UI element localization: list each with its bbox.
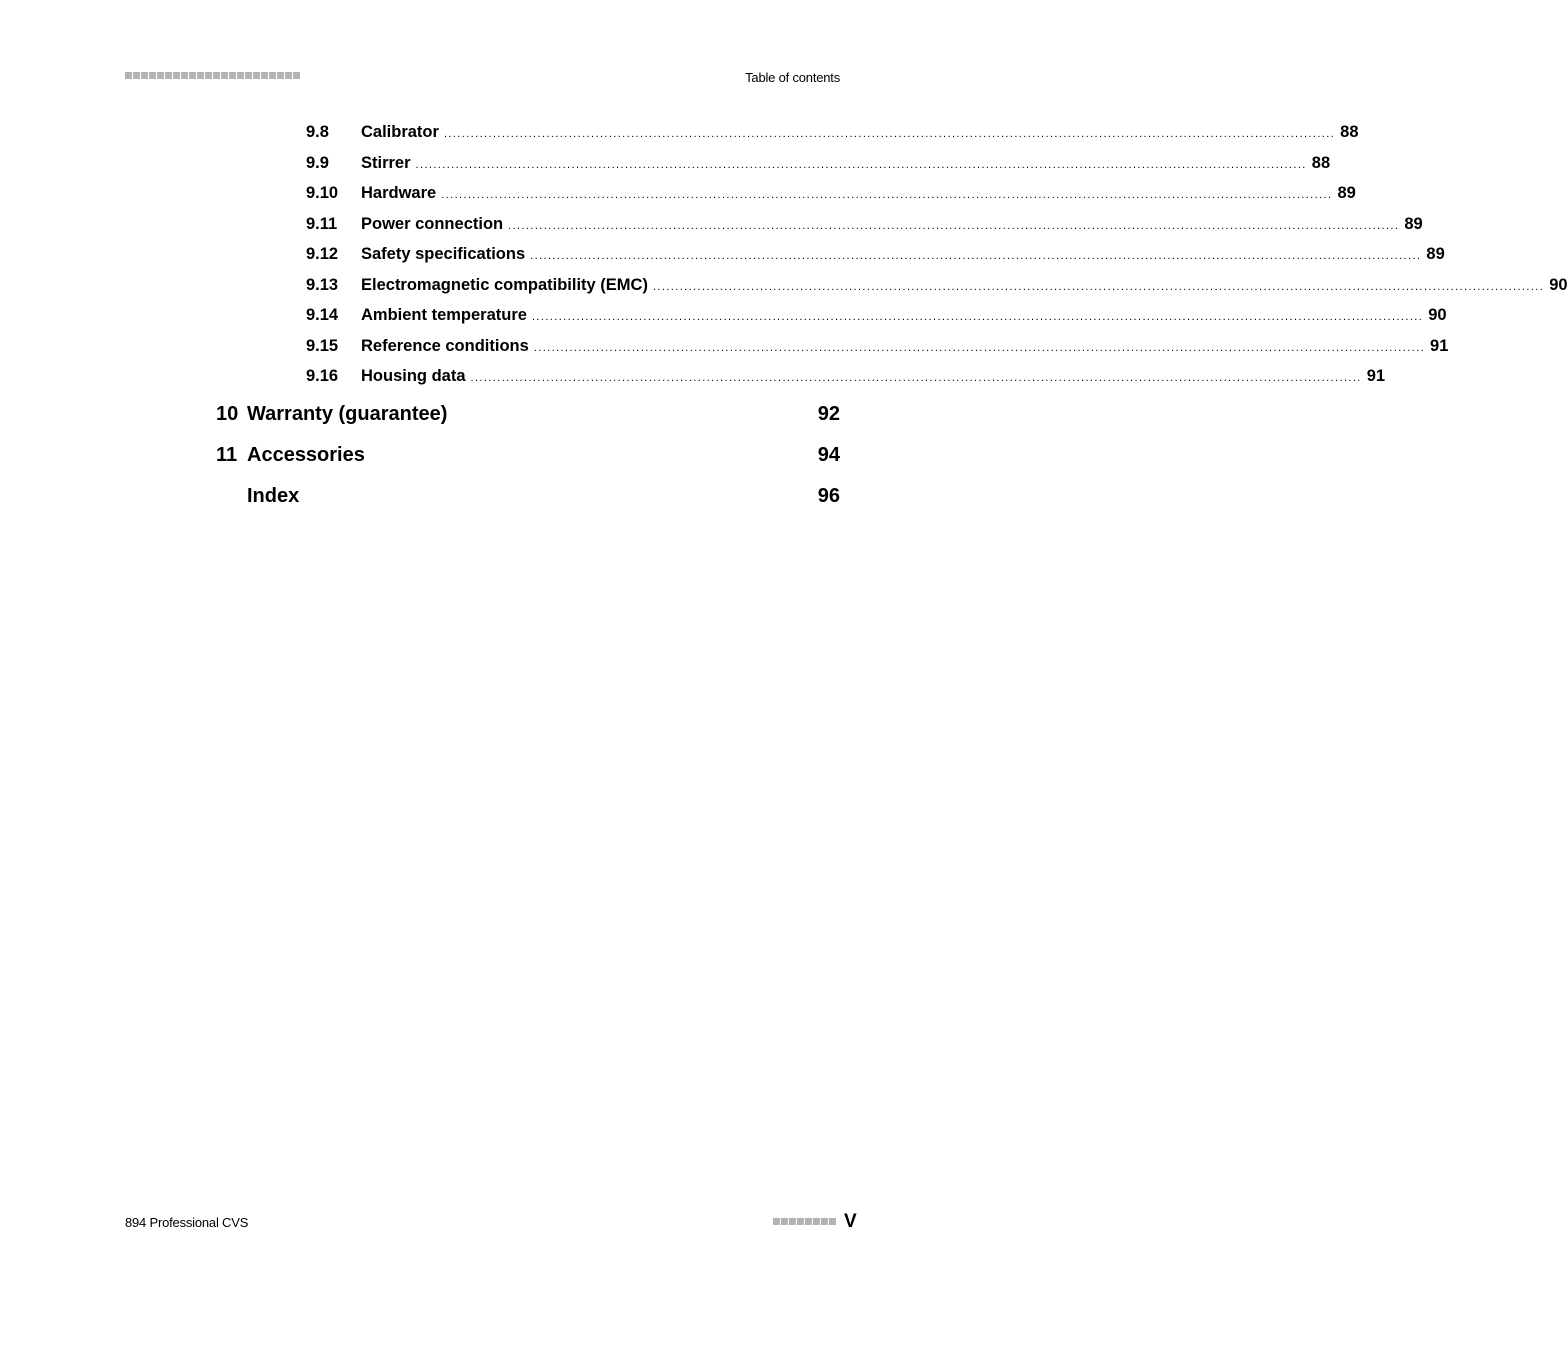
decor-square	[205, 72, 212, 79]
footer-decoration	[773, 1218, 836, 1225]
footer-page-number: V	[844, 1211, 857, 1232]
toc-chapter-page: 94	[817, 444, 840, 466]
toc-entry[interactable]	[306, 119, 1359, 150]
decor-square	[125, 72, 132, 79]
toc-entry-page: 91	[1366, 367, 1386, 385]
dot-leader: ........................................................................................................................................................................................................	[441, 189, 1333, 201]
dot-leader: ........................................................................................................................................................................................................	[652, 280, 1545, 293]
decor-square	[781, 1218, 788, 1225]
decor-square	[277, 72, 284, 79]
toc-chapter-number: 11	[216, 444, 238, 466]
toc-entry-number: 9.12	[306, 245, 339, 263]
toc-chapter[interactable]	[216, 400, 840, 441]
toc-chapter-title: Index	[247, 485, 300, 507]
toc-entry-title: Reference conditions	[361, 336, 529, 355]
toc-chapter-title: Accessories	[247, 444, 365, 466]
decor-square	[797, 1218, 804, 1225]
decor-square	[789, 1218, 796, 1225]
toc-entry-number: 9.15	[306, 336, 339, 355]
decor-square	[157, 72, 164, 79]
toc-entry-page: 89	[1337, 184, 1356, 202]
toc-entry-title: Housing data	[361, 367, 466, 385]
decor-square	[173, 72, 180, 79]
toc-entry-page: 90	[1428, 306, 1447, 324]
dot-leader: ........................................................................................................................................................................................................	[531, 311, 1424, 323]
toc-entry-number: 9.10	[306, 184, 339, 202]
toc-entry-page: 89	[1426, 245, 1445, 263]
toc-entry-number: 9.9	[306, 153, 329, 172]
toc-entry[interactable]	[306, 363, 1386, 394]
toc-entry[interactable]	[306, 150, 1331, 181]
toc-entry[interactable]	[306, 180, 1356, 211]
toc-entry-title: Ambient temperature	[361, 306, 527, 324]
decor-square	[133, 72, 140, 79]
toc-entry-number: 9.16	[306, 367, 339, 385]
toc-chapter-title: Warranty (guarantee)	[247, 403, 448, 425]
toc-entry-number: 9.14	[306, 306, 339, 324]
decor-square	[197, 72, 204, 79]
toc-chapter[interactable]	[216, 441, 840, 482]
decor-square	[261, 72, 268, 79]
dot-leader: ........................................................................................................................................................................................................	[530, 250, 1422, 262]
toc-entry-title: Hardware	[361, 184, 437, 202]
toc-entry-title: Electromagnetic compatibility (EMC)	[361, 275, 648, 294]
dot-leader: ........................................................................................................................................................................................................	[533, 341, 1426, 354]
decor-square	[829, 1218, 836, 1225]
dot-leader: ........................................................................................................................................................................................................	[415, 158, 1307, 171]
toc-entry-page: 89	[1404, 214, 1423, 233]
decor-square	[269, 72, 276, 79]
decor-square	[221, 72, 228, 79]
toc-entry[interactable]	[306, 272, 1568, 303]
toc-chapter-page: 92	[817, 403, 840, 425]
toc-entry-number: 9.8	[306, 123, 329, 141]
decor-square	[189, 72, 196, 79]
decor-square	[773, 1218, 780, 1225]
toc-entry-title: Safety specifications	[361, 245, 526, 263]
decor-square	[237, 72, 244, 79]
toc-chapter-number: 10	[216, 403, 239, 425]
header-section-title: Table of contents	[745, 70, 840, 85]
toc-entry-title: Stirrer	[361, 153, 411, 172]
dot-leader: ........................................................................................................................................................................................................	[470, 372, 1362, 384]
decor-square	[253, 72, 260, 79]
toc-entry-title: Power connection	[361, 214, 504, 233]
toc-entry-page: 88	[1340, 123, 1359, 141]
decor-square	[821, 1218, 828, 1225]
header-decoration	[125, 72, 300, 79]
decor-square	[813, 1218, 820, 1225]
toc-chapter-page: 96	[817, 485, 840, 507]
decor-square	[245, 72, 252, 79]
decor-square	[805, 1218, 812, 1225]
decor-square	[181, 72, 188, 79]
toc-entry-page: 91	[1430, 336, 1449, 355]
dot-leader: ........................................................................................................................................................................................................	[443, 128, 1336, 140]
decor-square	[285, 72, 292, 79]
toc-sub-entries	[306, 119, 1568, 394]
decor-square	[149, 72, 156, 79]
footer-product-name: 894 Professional CVS	[125, 1215, 249, 1230]
decor-square	[213, 72, 220, 79]
toc-entry-number: 9.13	[306, 275, 339, 294]
toc-entry-page: 88	[1311, 153, 1331, 172]
toc-chapter[interactable]	[216, 482, 840, 523]
decor-square	[165, 72, 172, 79]
dot-leader: ........................................................................................................................................................................................................	[508, 219, 1400, 232]
toc-entry-title: Calibrator	[361, 123, 439, 141]
toc-entry[interactable]	[306, 333, 1449, 364]
toc-entry[interactable]	[306, 302, 1447, 333]
decor-square	[141, 72, 148, 79]
toc-entry[interactable]	[306, 211, 1423, 242]
toc-entry[interactable]	[306, 241, 1445, 272]
decor-square	[293, 72, 300, 79]
toc-entry-number: 9.11	[306, 214, 338, 233]
toc-chapters	[216, 400, 840, 523]
toc-entry-page: 90	[1549, 275, 1568, 294]
decor-square	[229, 72, 236, 79]
toc-chapter-number	[216, 482, 247, 523]
